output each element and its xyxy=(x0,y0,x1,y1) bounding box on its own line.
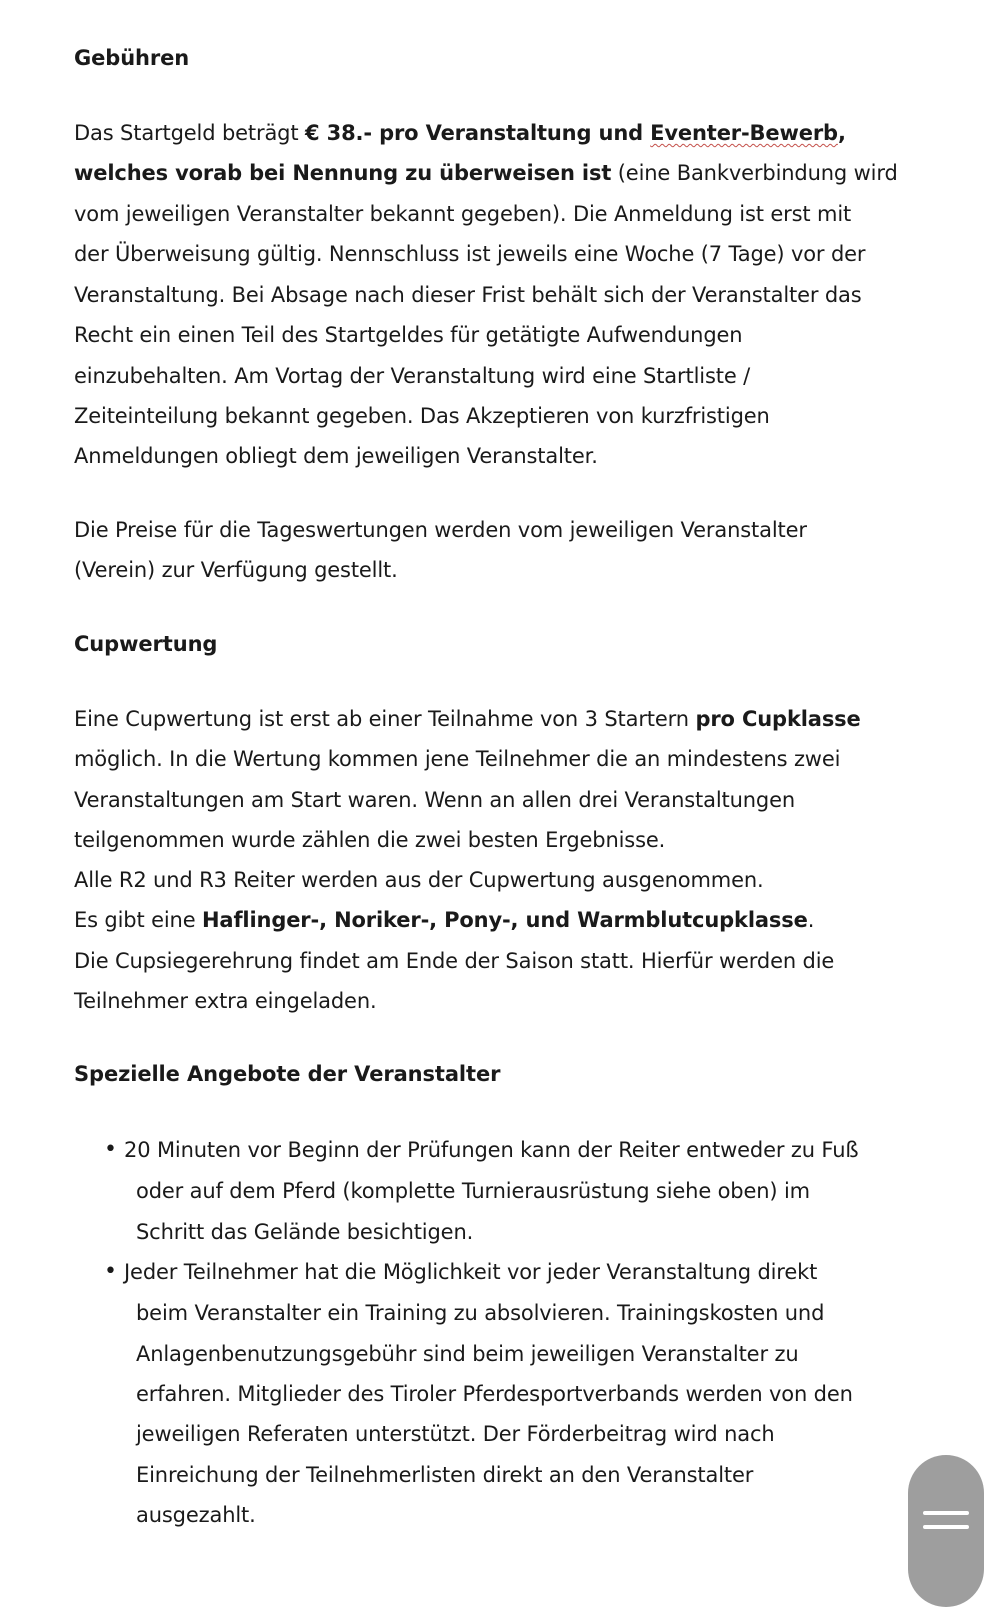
paragraph-line: einzubehalten. Am Vortag der Veranstaltung wird eine Startliste / xyxy=(74,364,751,388)
text-run: . xyxy=(807,908,815,932)
paragraph-line: möglich. In die Wertung kommen jene Teilnehmer die an mindestens zwei xyxy=(74,747,841,771)
section-heading-cup: Cupwertung xyxy=(74,632,218,656)
paragraph-line: Recht ein einen Teil des Startgeldes für getätigte Aufwendungen xyxy=(74,323,743,347)
paragraph-line: der Überweisung gültig. Nennschluss ist jeweils eine Woche (7 Tage) vor der xyxy=(74,242,866,266)
paragraph-line: Teilnehmer extra eingeladen. xyxy=(74,989,377,1013)
paragraph-line: (Verein) zur Verfügung gestellt. xyxy=(74,558,398,582)
paragraph-line xyxy=(74,908,814,932)
paragraph-line: Veranstaltungen am Start waren. Wenn an allen drei Veranstaltungen xyxy=(74,788,796,812)
paragraph-line: Die Preise für die Tageswertungen werden vom jeweiligen Veranstalter xyxy=(74,518,807,542)
text-run: (eine Bankverbindung wird xyxy=(611,161,898,185)
list-item-line: 20 Minuten vor Beginn der Prüfungen kann der Reiter entweder zu Fuß xyxy=(124,1138,859,1162)
list-item-line: ausgezahlt. xyxy=(136,1503,256,1527)
section-heading-fees: Gebühren xyxy=(74,46,190,70)
list-item-line: beim Veranstalter ein Training zu absolvieren. Trainingskosten und xyxy=(136,1301,825,1325)
list-item-line: Anlagenbenutzungsgebühr sind beim jeweiligen Veranstalter zu xyxy=(136,1342,799,1366)
paragraph-line: teilgenommen wurde zählen die zwei besten Ergebnisse. xyxy=(74,828,666,852)
paragraph-line: Veranstaltung. Bei Absage nach dieser Frist behält sich der Veranstalter das xyxy=(74,283,862,307)
list-item-line: jeweiligen Referaten unterstützt. Der Förderbeitrag wird nach xyxy=(136,1422,775,1446)
bold-text: pro Cupklasse xyxy=(695,707,861,731)
list-item-line: erfahren. Mitglieder des Tiroler Pferdesportverbands werden von den xyxy=(136,1382,853,1406)
paragraph-line: vom jeweiligen Veranstalter bekannt gegeben). Die Anmeldung ist erst mit xyxy=(74,202,852,226)
paragraph-line xyxy=(74,121,846,145)
paragraph-line: Alle R2 und R3 Reiter werden aus der Cupwertung ausgenommen. xyxy=(74,868,764,892)
text-run: Eine Cupwertung ist erst ab einer Teilnahme von 3 Startern xyxy=(74,707,696,731)
paragraph-line: Die Cupsiegerehrung findet am Ende der Saison statt. Hierfür werden die xyxy=(74,949,835,973)
bold-text: € 38.- pro Veranstaltung und xyxy=(304,121,651,145)
bold-text: , xyxy=(837,121,846,145)
list-item-line: Einreichung der Teilnehmerlisten direkt an den Veranstalter xyxy=(136,1463,754,1487)
paragraph-line: Zeiteinteilung bekannt gegeben. Das Akzeptieren von kurzfristigen xyxy=(74,404,770,428)
bullet-icon: • xyxy=(104,1137,117,1162)
list-item-line: oder auf dem Pferd (komplette Turnierausrüstung siehe oben) im xyxy=(136,1179,810,1203)
list-item-line: Jeder Teilnehmer hat die Möglichkeit vor jeder Veranstaltung direkt xyxy=(124,1260,818,1284)
drag-handle-icon xyxy=(923,1511,969,1515)
drag-handle-icon xyxy=(923,1525,969,1529)
text-run: Das Startgeld beträgt xyxy=(74,121,305,145)
bullet-icon: • xyxy=(104,1259,117,1284)
scroll-handle[interactable] xyxy=(908,1455,984,1607)
paragraph-line xyxy=(74,707,861,731)
paragraph-line: Anmeldungen obliegt dem jeweiligen Veranstalter. xyxy=(74,444,598,468)
bold-text: Haflinger-, Noriker-, Pony-, und Warmblutcupklasse xyxy=(202,908,808,932)
bold-text: welches vorab bei Nennung zu überweisen ist xyxy=(74,161,612,185)
paragraph-line xyxy=(74,161,898,185)
list-item-line: Schritt das Gelände besichtigen. xyxy=(136,1220,474,1244)
misspelled-word: Eventer-Bewerb xyxy=(650,121,838,145)
section-heading-offers: Spezielle Angebote der Veranstalter xyxy=(74,1062,501,1086)
text-run: Es gibt eine xyxy=(74,908,202,932)
